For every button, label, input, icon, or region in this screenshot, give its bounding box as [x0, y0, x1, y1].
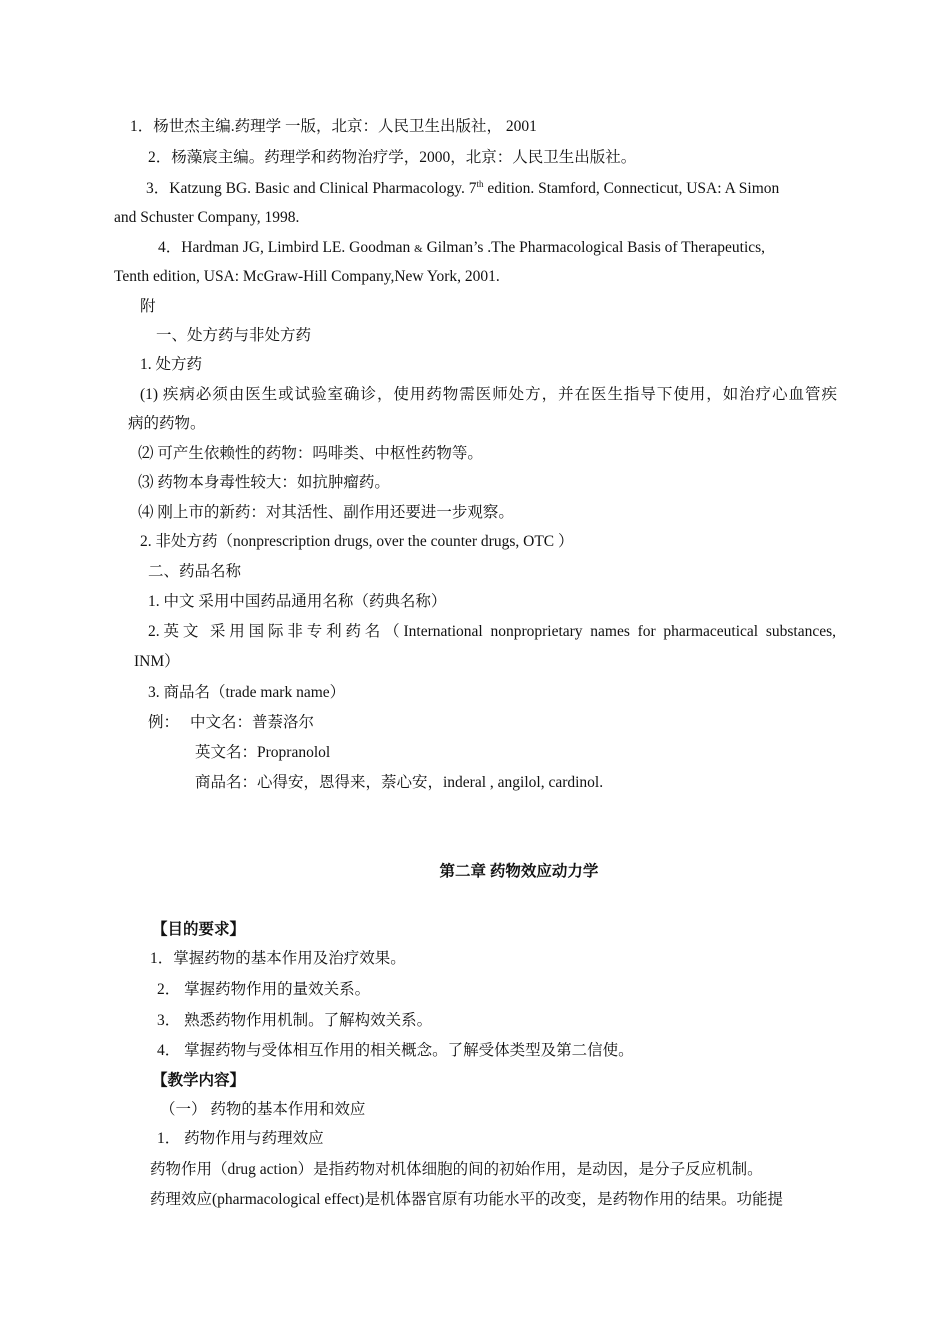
appendix-title: 附: [140, 298, 156, 315]
goal-2: 2． 掌握药物作用的量效关系。: [157, 981, 371, 998]
example-label: 例：: [148, 714, 180, 731]
goal-3: 3． 熟悉药物作用机制。了解构效关系。: [157, 1012, 433, 1029]
reference-3-part: edition. Stamford, Connecticut, USA: A Simon: [483, 180, 780, 197]
goal-1: 1．掌握药物的基本作用及治疗效果。: [150, 950, 406, 967]
reference-4-part: 4．Hardman JG, Limbird LE. Goodman: [158, 239, 415, 256]
section-2-title: 二、药品名称: [148, 563, 242, 580]
paragraph-1-line1: (1) 疾病必须由医生或试验室确诊，使用药物需医师处方，并在医生指导下使用，如治疗心血管疾: [140, 386, 837, 403]
example-chinese-name: 中文名：普萘洛尔: [190, 714, 315, 731]
section-2-item-1: 1. 中文 采用中国药品通用名称（药典名称）: [148, 593, 447, 610]
reference-1: [130, 117, 537, 137]
section-1-item-1: 1. 处方药: [140, 356, 203, 373]
goal-4: 4． 掌握药物与受体相互作用的相关概念。了解受体类型及第二信使。: [157, 1042, 634, 1059]
reference-3-part: and Schuster Company, 1998.: [114, 209, 300, 226]
section-1-item-2: 2. 非处方药（nonprescription drugs, over the counter drugs, OTC ）: [140, 533, 574, 550]
paragraph-2: ⑵ 可产生依赖性的药物：吗啡类、中枢性药物等。: [138, 445, 483, 462]
content-heading: 【教学内容】: [152, 1072, 246, 1089]
reference-4-part: Tenth edition, USA: McGraw-Hill Company,New York, 2001.: [114, 268, 500, 285]
paragraph-1-line2: 病的药物。: [128, 415, 206, 432]
reference-4-line2: [114, 267, 500, 287]
content-section-1: （一） 药物的基本作用和效应: [160, 1101, 366, 1118]
paragraph-4: ⑷ 刚上市的新药：对其活性、副作用还要进一步观察。: [138, 504, 514, 521]
reference-3-line2: [114, 208, 299, 228]
paragraph-3: ⑶ 药物本身毒性较大：如抗肿瘤药。: [138, 474, 390, 491]
content-paragraph-1: 药物作用（drug action）是指药物对机体细胞的间的初始作用，是动因，是分子反应机制。: [150, 1161, 763, 1178]
reference-2: [148, 148, 636, 168]
reference-3-part: 3．Katzung BG. Basic and Clinical Pharmacology. 7: [146, 180, 477, 197]
example-english-name: 英文名：Propranolol: [195, 744, 331, 761]
superscript-th: th: [476, 178, 484, 189]
chapter-title: 第二章 药物效应动力学: [439, 863, 599, 880]
section-2-item-2-line1: 2.英文 采用国际非专利药名（International nonproprietary names for pharmaceutical substances,: [148, 623, 836, 640]
ampersand: &: [414, 243, 423, 255]
content-paragraph-2: 药理效应(pharmacological effect)是机体器官原有功能水平的改变，是药物作用的结果。功能提: [150, 1191, 783, 1208]
section-2-item-2-line2: INM）: [134, 653, 180, 670]
reference-4-part: Gilman’s .The Pharmacological Basis of Therapeutics,: [422, 239, 766, 256]
reference-4-line1: [158, 238, 765, 259]
section-2-item-3: 3. 商品名（trade mark name）: [148, 684, 346, 701]
example-trade-name: 商品名：心得安，恩得来，萘心安，inderal , angilol, cardinol.: [195, 774, 604, 791]
reference-3-line1: [146, 179, 779, 199]
content-subsection-1: 1． 药物作用与药理效应: [157, 1130, 324, 1147]
reference-1-text: 1．杨世杰主编.药理学 一版，北京：人民卫生出版社， 2001: [130, 118, 537, 135]
reference-2-text: 2．杨藻宸主编。药理学和药物治疗学，2000，北京：人民卫生出版社。: [148, 149, 637, 166]
goals-heading: 【目的要求】: [152, 921, 246, 938]
section-1-title: 一、处方药与非处方药: [156, 327, 312, 344]
